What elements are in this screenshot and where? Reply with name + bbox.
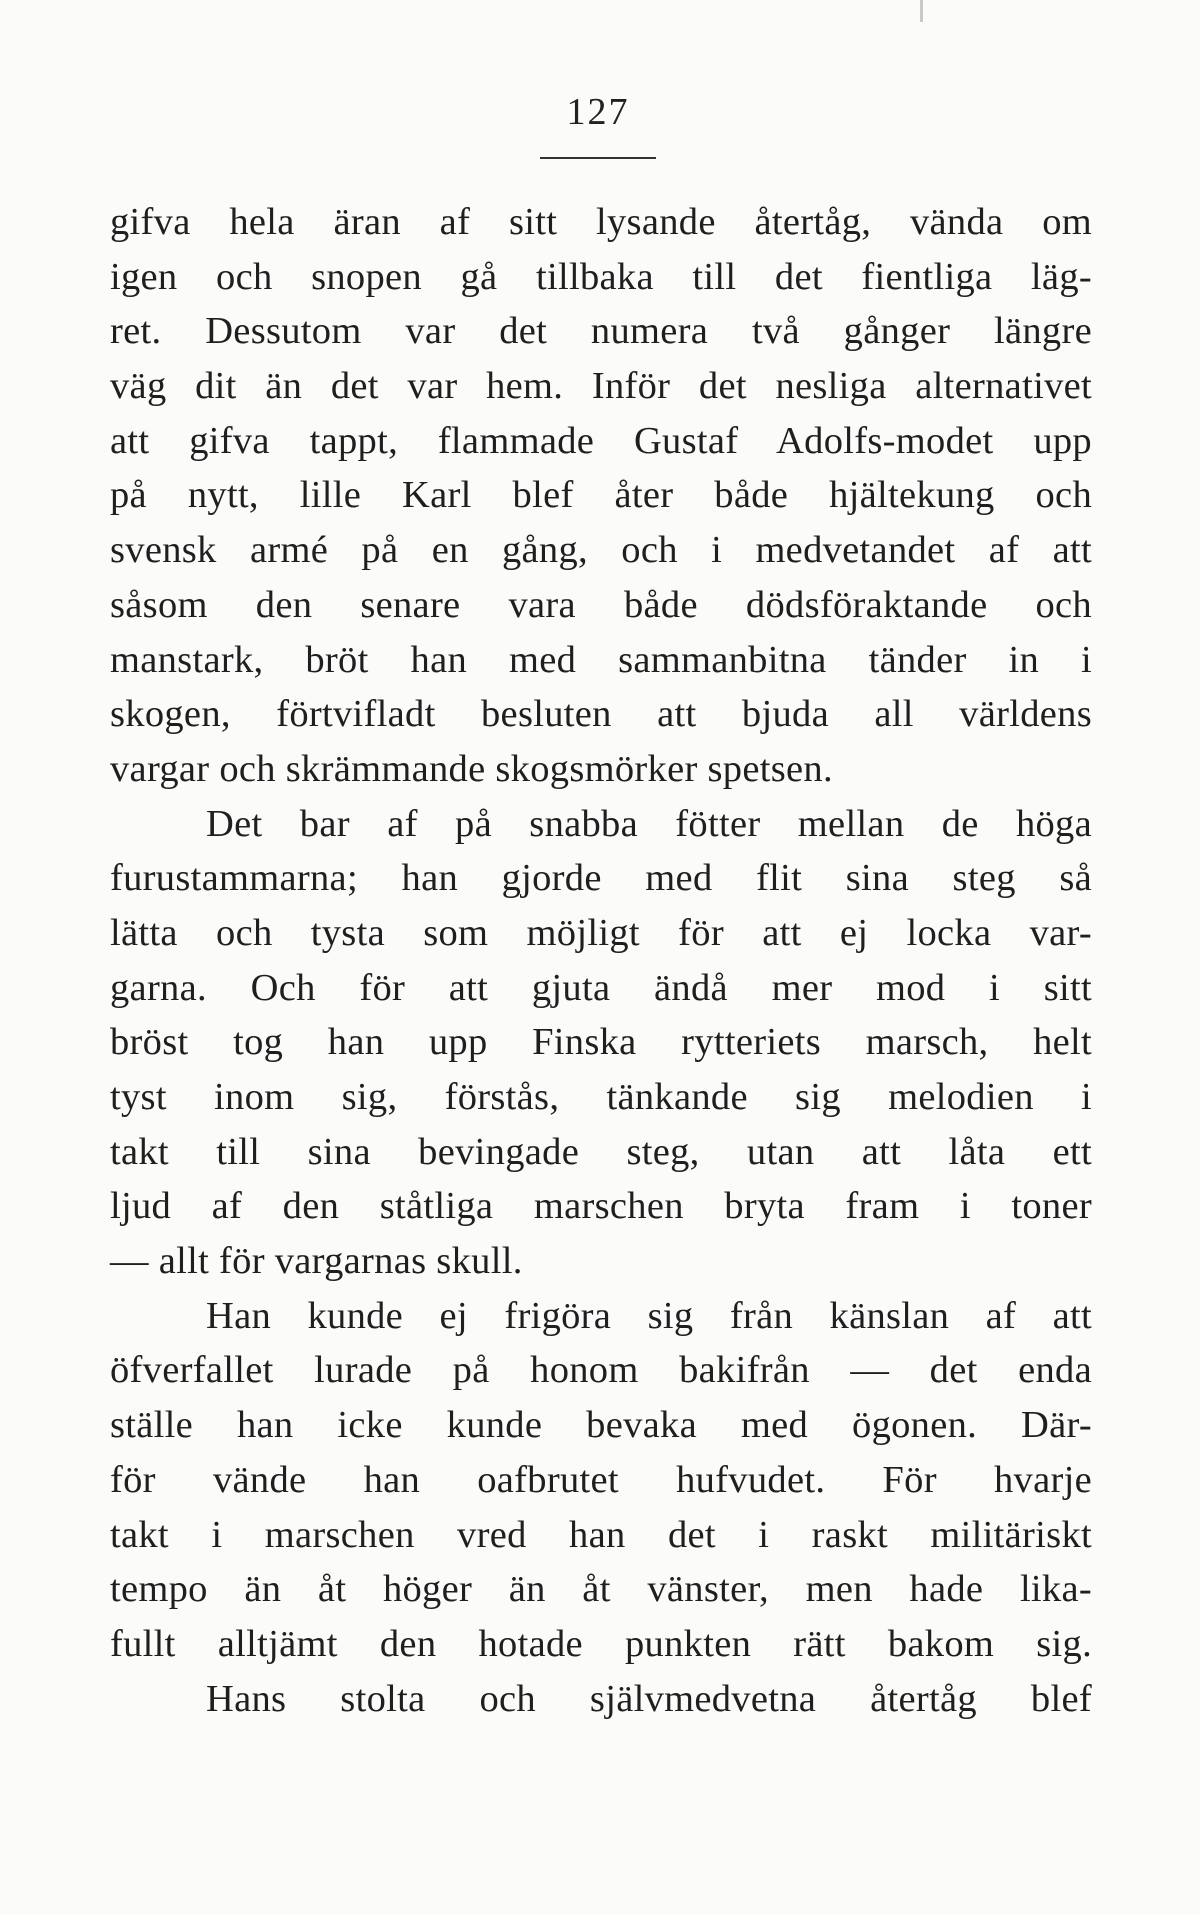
text-line: Han kunde ej frigöra sig från känslan af att <box>206 1294 1092 1337</box>
page-number-rule <box>540 157 656 159</box>
text-line: ställe han icke kunde bevaka med ögonen. Där- <box>110 1404 1092 1447</box>
text-line: att gifva tappt, flammade Gustaf Adolfs-modet upp <box>110 419 1092 462</box>
text-line: tempo än åt höger än åt vänster, men hade lika- <box>110 1568 1092 1611</box>
text-line: gifva hela äran af sitt lysande återtåg, vända om <box>110 201 1092 243</box>
text-line: bröst tog han upp Finska rytteriets marsch, helt <box>110 1021 1092 1064</box>
scan-speck <box>920 0 923 22</box>
text-line: svensk armé på en gång, och i medvetandet af att <box>110 529 1092 572</box>
text-line: tyst inom sig, förstås, tänkande sig melodien i <box>110 1076 1092 1118</box>
text-line: furustammarna; han gjorde med flit sina steg så <box>110 857 1092 900</box>
text-line: Hans stolta och självmedvetna återtåg blef <box>206 1677 1092 1720</box>
text-line: fullt alltjämt den hotade punkten rätt bakom sig. <box>110 1622 1092 1665</box>
text-line: garna. Och för att gjuta ändå mer mod i sitt <box>110 966 1092 1009</box>
text-line: för vände han oafbrutet hufvudet. För hvarje <box>110 1458 1092 1501</box>
text-line: takt i marschen vred han det i raskt militäriskt <box>110 1513 1092 1556</box>
text-line: ljud af den ståtliga marschen bryta fram i toner <box>110 1185 1092 1228</box>
text-line: — allt för vargarnas skull. <box>110 1240 523 1283</box>
text-line: takt till sina bevingade steg, utan att låta ett <box>110 1130 1092 1173</box>
text-line: Det bar af på snabba fötter mellan de höga <box>206 802 1092 845</box>
text-line: vargar och skrämmande skogsmörker spetsen. <box>110 747 833 790</box>
text-line: lätta och tysta som möjligt för att ej locka var- <box>110 911 1092 954</box>
page-number: 127 <box>566 91 630 133</box>
text-line: väg dit än det var hem. Inför det nesliga alternativet <box>110 365 1092 408</box>
body-text <box>110 195 1092 1726</box>
text-line: såsom den senare vara både dödsföraktande och <box>110 583 1092 626</box>
text-line: öfverfallet lurade på honom bakifrån — det enda <box>110 1349 1092 1392</box>
text-line: på nytt, lille Karl blef åter både hjältekung och <box>110 474 1092 517</box>
text-line: skogen, förtvifladt besluten att bjuda all världens <box>110 693 1092 736</box>
text-line: igen och snopen gå tillbaka till det fientliga läg- <box>110 255 1092 298</box>
text-line: manstark, bröt han med sammanbitna tänder in i <box>110 638 1092 681</box>
text-line: ret. Dessutom var det numera två gånger längre <box>110 310 1092 353</box>
